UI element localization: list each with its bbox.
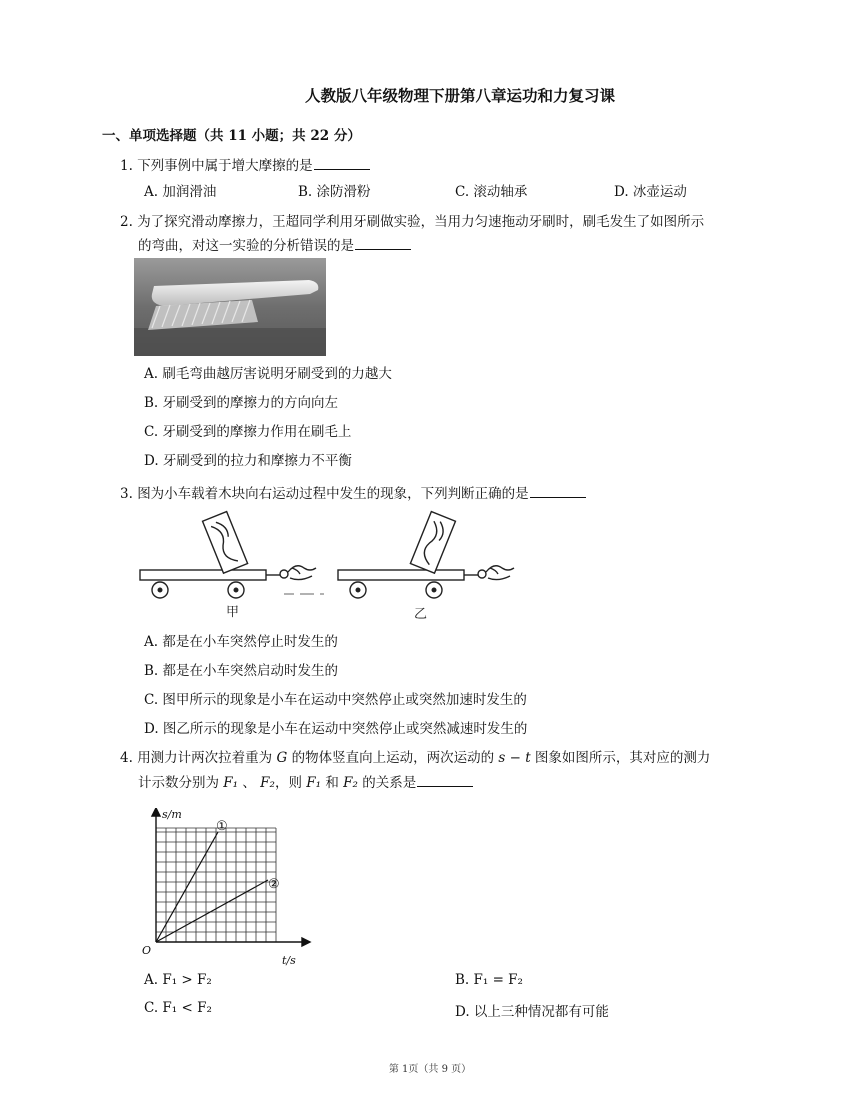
question-number: 2. bbox=[120, 214, 133, 230]
math-s-t: s − t bbox=[498, 750, 531, 766]
toothbrush-photo bbox=[134, 258, 326, 356]
separator: 、 bbox=[242, 775, 256, 791]
question-stem-part: 的关系是 bbox=[362, 775, 417, 791]
question-stem-part: 的物体竖直向上运动，两次运动的 bbox=[291, 750, 495, 766]
math-f2: F₂ bbox=[260, 775, 275, 791]
option-c: C. 牙刷受到的摩擦力作用在刷毛上 bbox=[144, 424, 352, 440]
question-2 bbox=[120, 210, 704, 230]
option-d: D. 牙刷受到的拉力和摩擦力不平衡 bbox=[144, 453, 352, 469]
math-f1: F₁ bbox=[223, 775, 239, 791]
option-a: A. 都是在小车突然停止时发生的 bbox=[144, 634, 338, 650]
option-d: D. 图乙所示的现象是小车在运动中突然停止或突然减速时发生的 bbox=[144, 721, 528, 737]
question-stem-part: 计示数分别为 bbox=[138, 775, 219, 791]
answer-blank bbox=[417, 774, 473, 787]
figure-label-yi: 乙 bbox=[414, 607, 428, 622]
question-1 bbox=[120, 154, 370, 174]
question-4-line2 bbox=[138, 771, 473, 791]
option-c: C. F₁ < F₂ bbox=[144, 1000, 212, 1016]
origin-label: O bbox=[142, 944, 152, 957]
question-stem-part: ，则 bbox=[274, 775, 302, 791]
question-number: 3. bbox=[120, 486, 133, 502]
y-axis-label: s/m bbox=[162, 808, 182, 821]
line-2-label: ② bbox=[268, 877, 280, 892]
answer-blank bbox=[314, 157, 370, 170]
question-2-line2 bbox=[138, 234, 411, 254]
option-a: A. 刷毛弯曲越厉害说明牙刷受到的力越大 bbox=[144, 366, 392, 382]
question-stem: 图为小车载着木块向右运动过程中发生的现象，下列判断正确的是 bbox=[137, 486, 529, 502]
option-b: B. 都是在小车突然启动时发生的 bbox=[144, 663, 339, 679]
option-b: B. 牙刷受到的摩擦力的方向向左 bbox=[144, 395, 339, 411]
cart-figure bbox=[134, 510, 534, 622]
option-b: B. F₁ = F₂ bbox=[455, 972, 523, 988]
answer-blank bbox=[355, 237, 411, 250]
question-3 bbox=[120, 482, 586, 502]
page-footer: 第 1页（共 9 页） bbox=[388, 1064, 472, 1075]
math-f1: F₁ bbox=[306, 775, 322, 791]
answer-blank bbox=[530, 485, 586, 498]
x-axis-label: t/s bbox=[282, 954, 296, 967]
question-4 bbox=[120, 746, 710, 766]
question-number: 1. bbox=[120, 158, 133, 174]
option-b: B. 涂防滑粉 bbox=[298, 184, 371, 200]
line-1-label: ① bbox=[216, 819, 228, 834]
section-heading: 一、单项选择题（共 11 小题；共 22 分） bbox=[102, 128, 361, 144]
figure-label-jia: 甲 bbox=[226, 605, 240, 620]
option-a: A. 加润滑油 bbox=[144, 184, 217, 200]
question-stem-line2: 的弯曲，对这一实验的分析错误的是 bbox=[138, 238, 354, 254]
s-t-graph bbox=[134, 808, 312, 970]
question-stem-part: 图象如图所示，其对应的测力 bbox=[534, 750, 711, 766]
option-c: C. 滚动轴承 bbox=[455, 184, 528, 200]
question-stem-part: 用测力计两次拉着重为 bbox=[137, 750, 273, 766]
question-stem: 下列事例中属于增大摩擦的是 bbox=[137, 158, 313, 174]
math-g: G bbox=[276, 750, 288, 766]
option-c: C. 图甲所示的现象是小车在运动中突然停止或突然加速时发生的 bbox=[144, 692, 527, 708]
question-stem-line1: 为了探究滑动摩擦力，王超同学利用牙刷做实验，当用力匀速拖动牙刷时，刷毛发生了如图所示 bbox=[137, 214, 705, 230]
cart-yi bbox=[338, 512, 514, 598]
page-title: 人教版八年级物理下册第八章运功和力复习课 bbox=[304, 86, 615, 105]
cart-jia bbox=[140, 512, 324, 598]
question-number: 4. bbox=[120, 750, 133, 766]
option-d: D. 冰壶运动 bbox=[614, 184, 687, 200]
math-f2: F₂ bbox=[343, 775, 358, 791]
option-a: A. F₁ > F₂ bbox=[144, 972, 212, 988]
question-stem-part: 和 bbox=[325, 775, 339, 791]
option-d: D. 以上三种情况都有可能 bbox=[455, 1004, 609, 1020]
